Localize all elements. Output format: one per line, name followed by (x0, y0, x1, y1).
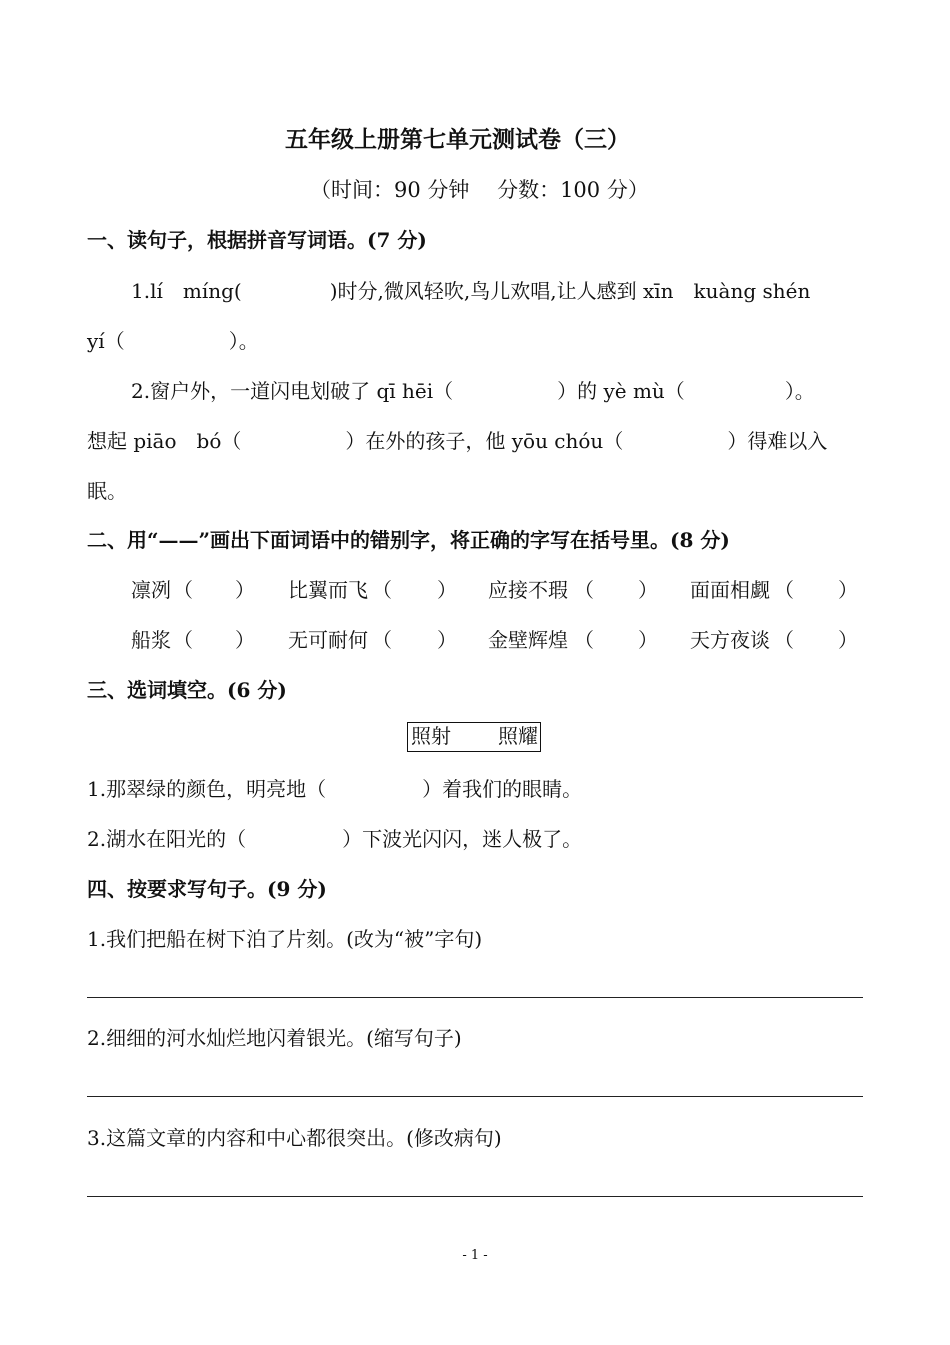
open-paren: （ (173, 628, 193, 652)
open-paren: （ (574, 578, 594, 602)
section1-q2-line3: 眠。 (87, 479, 127, 503)
close-paren: ） (437, 578, 457, 602)
word-item: 天方夜谈 (690, 628, 770, 652)
word-item: 比翼而飞 (288, 578, 368, 602)
exam-time-score: （时间：90 分钟 分数：100 分） (310, 178, 649, 202)
open-paren: （ (173, 578, 193, 602)
q2-part3: ）。 (784, 379, 815, 403)
section3-heading: 三、选词填空。(6 分) (87, 678, 287, 702)
answer-line[interactable] (87, 997, 863, 998)
word-item: 面面相觑 (690, 578, 770, 602)
section1-q2-line2 (87, 428, 827, 454)
word-item: 船浆 (131, 628, 171, 652)
q2-part6: ）得难以入 (727, 429, 828, 453)
section3-q2 (87, 826, 582, 852)
close-paren: ） (235, 628, 255, 652)
section4-heading: 四、按要求写句子。(9 分) (87, 877, 327, 901)
close-paren: ） (235, 578, 255, 602)
close-paren: ） (638, 628, 658, 652)
section1-q1-line1 (131, 278, 810, 304)
q2-part5: ）在外的孩子，他 yōu chóu（ (345, 429, 624, 453)
section1-q2-line1 (131, 378, 815, 404)
close-paren: ） (437, 628, 457, 652)
q1-pinyin-liming: 1.lí míng( (131, 279, 242, 303)
answer-line[interactable] (87, 1096, 863, 1097)
choice-word: 照耀 (498, 724, 538, 748)
open-paren: （ (774, 628, 794, 652)
word-item: 金壁辉煌 (488, 628, 568, 652)
close-paren: ） (838, 628, 858, 652)
choice-word: 照射 (411, 724, 451, 748)
q2-part1: 2.窗户外，一道闪电划破了 qī hēi（ (131, 379, 454, 403)
page-number: - 1 - (462, 1248, 488, 1263)
word-item: 无可耐何 (288, 628, 368, 652)
s3-q1-suffix: ）着我们的眼睛。 (422, 777, 583, 801)
open-paren: （ (574, 628, 594, 652)
s3-q2-prefix: 2.湖水在阳光的（ (87, 827, 247, 851)
section3-q1 (87, 776, 582, 802)
answer-line[interactable] (87, 1196, 863, 1197)
page-title: 五年级上册第七单元测试卷（三） (285, 126, 630, 153)
s3-q1-prefix: 1.那翠绿的颜色，明亮地（ (87, 777, 327, 801)
section1-q1-line2 (87, 328, 259, 354)
word-choice-box (407, 722, 541, 752)
q2-part4: 想起 piāo bó（ (87, 429, 242, 453)
section4-q3: 3.这篇文章的内容和中心都很突出。(修改病句) (87, 1126, 502, 1150)
word-item: 应接不瑕 (488, 578, 568, 602)
q2-part2: ）的 yè mù（ (557, 379, 685, 403)
section4-q1: 1.我们把船在树下泊了片刻。(改为“被”字句) (87, 927, 483, 951)
q1-end: ）。 (228, 329, 259, 353)
q1-pinyin-yi: yí（ (87, 329, 125, 353)
section4-q2: 2.细细的河水灿烂地闪着银光。(缩写句子) (87, 1026, 462, 1050)
open-paren: （ (774, 578, 794, 602)
open-paren: （ (372, 578, 392, 602)
open-paren: （ (372, 628, 392, 652)
section2-heading: 二、用“——”画出下面词语中的错别字，将正确的字写在括号里。(8 分) (87, 528, 730, 552)
close-paren: ） (638, 578, 658, 602)
close-paren: ） (838, 578, 858, 602)
word-item: 凛冽 (131, 578, 171, 602)
s3-q2-suffix: ）下波光闪闪，迷人极了。 (342, 827, 583, 851)
section1-heading: 一、读句子，根据拼音写词语。(7 分) (87, 228, 427, 252)
q1-sentence: )时分,微风轻吹,鸟儿欢唱,让人感到 xīn kuàng shén (329, 279, 811, 303)
